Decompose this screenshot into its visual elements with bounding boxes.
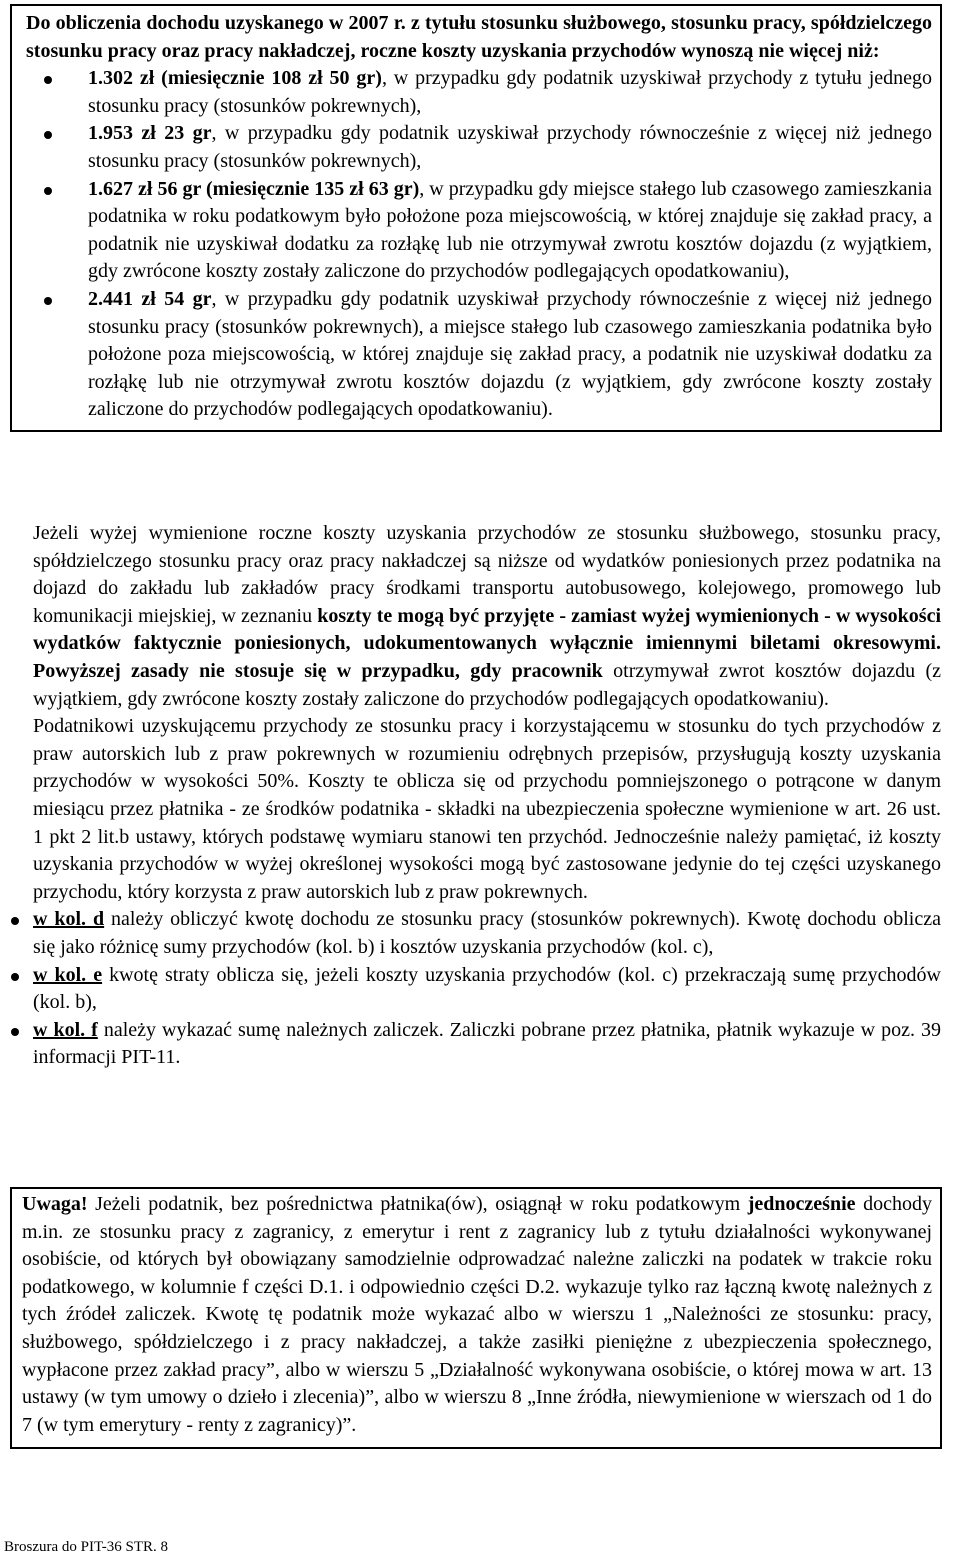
column-label: w kol. d xyxy=(33,908,105,931)
warning-emphasis: jednocześnie xyxy=(747,1193,856,1215)
cost-limit-amount: 1.302 zł (miesięcznie 108 zł 50 gr) xyxy=(88,67,382,90)
cost-limits-intro: Do obliczenia dochodu uzyskanego w 2007 r. z tytułu stosunku służbowego, stosunku pracy, spółdzielczego stosunku pracy oraz pracy nakładczej, roczne koszty uzyskania przychodów wynoszą nie więcej niż: xyxy=(26,12,932,62)
cost-limit-amount: 2.441 zł 54 gr xyxy=(88,287,212,310)
column-label: w kol. e xyxy=(33,963,103,986)
cost-limit-item-4 xyxy=(88,286,932,424)
cost-limit-amount: 1.627 zł 56 gr (miesięcznie 135 zł 63 gr) xyxy=(88,177,420,200)
main-text xyxy=(33,520,941,1072)
commute-costs-paragraph: Jeżeli wyżej wymienione roczne koszty uzyskania przychodów ze stosunku służbowego, stosunku pracy, spółdzielczego stosunku pracy oraz pracy nakładczej są niższe od wydatków poniesionych przez podatnika na dojazd do zakładu lub zakładów pracy środkami transportu autobusowego, kolejowego, promowego lub komunikacji miejskiej, w zeznaniu koszty te mogą być przyjęte - zamiast wyżej wymienionych - w wysokości wydatków faktycznie poniesionych, udokumentowanych wyłącznie imiennymi biletami okresowymi. Powyższej zasady nie stosuje się w przypadku, gdy pracownik otrzymywał zwrot kosztów dojazdu (z wyjątkiem, gdy zwrócone koszty zostały zaliczone do przychodów podlegających opodatkowaniu). xyxy=(33,522,941,710)
cost-limits-list xyxy=(26,65,932,424)
copyright-costs-paragraph: Podatnikowi uzyskującemu przychody ze stosunku pracy i korzystającemu w stosunku do tych przychodów z praw autorskich lub z praw pokrewnych w rozumieniu odrębnych przepisów, przysługują koszty uzyskania przychodów w wysokości 50%. Koszty te oblicza się od przychodu pomniejszonego o potrącone w danym miesiącu przez płatnika - ze środków podatnika - składki na ubezpieczenia społeczne wymienione w art. 26 ust. 1 pkt 2 lit.b ustawy, których podstawę wymiaru stanowi ten przychód. Jednocześnie należy pamiętać, iż koszty uzyskania przychodów w wyżej określonej wysokości mogą być zastosowane jedynie do tej części uzyskanego przychodu, który korzysta z praw autorskich lub z praw pokrewnych. xyxy=(33,715,941,903)
column-e-instruction: w kol. e kwotę straty oblicza się, jeżeli koszty uzyskania przychodów (kol. c) przekraczają sumę przychodów (kol. b), xyxy=(33,962,941,1017)
warning-box: Uwaga! Jeżeli podatnik, bez pośrednictwa płatnika(ów), osiągnął w roku podatkowym jednocześnie dochody m.in. ze stosunku pracy z zagranicy, z emerytur i rent z zagranicy lub z tytułu działalności wykonywanej osobiście, od których był obowiązany samodzielnie odprowadzać należne zaliczki na podatek w trakcie roku podatkowego, w kolumnie f części D.1. i odpowiednio części D.2. wykazuje tylko raz łączną kwotę należnych z tych źródeł zaliczek. Kwotę tę podatnik może wykazać albo w wierszu 1 „Należności ze stosunku: pracy, służbowego, spółdzielczego i z pracy nakładczej, a także zasiłki pieniężne z ubezpieczenia społecznego, wypłacone przez zakład pracy”, albo w wierszu 5 „Działalność wykonywana osobiście, o której mowa w art. 13 ustawy (w tym umowy o dzieło i zlecenia)”, albo w wierszu 8 „Inne źródła, niewymienione w wierszach od 1 do 7 (w tym emerytury - renty z zagranicy)”. xyxy=(10,1187,942,1449)
cost-limits-box xyxy=(10,4,942,432)
cost-limit-desc: , w przypadku gdy miejsce stałego lub czasowego zamieszkania podatnika w roku podatkowym było położone poza miejscowością, w której znajduje się zakład pracy, a podatnik nie uzyskiwał dodatku za rozłąkę lub nie otrzymywał zwrotu kosztów dojazdu (z wyjątkiem, gdy zwrócone koszty zostały zaliczone do przychodów podlegających opodatkowaniu), xyxy=(88,177,932,283)
cost-limit-amount: 1.953 zł 23 gr xyxy=(88,122,212,145)
cost-limit-item-2 xyxy=(88,120,932,175)
cost-limit-desc: , w przypadku gdy podatnik uzyskiwał przychody równocześnie z więcej niż jednego stosunku pracy (stosunków pokrewnych), xyxy=(88,122,933,172)
column-instructions-list xyxy=(33,906,941,1072)
cost-limit-desc: , w przypadku gdy podatnik uzyskiwał przychody z tytułu jednego stosunku pracy (stosunków pokrewnych), xyxy=(88,67,933,117)
column-d-instruction: w kol. d należy obliczyć kwotę dochodu ze stosunku pracy (stosunków pokrewnych). Kwotę dochodu oblicza się jako różnicę sumy przychodów (kol. b) i kosztów uzyskania przychodów (kol. c), xyxy=(33,906,941,961)
cost-limit-item-3 xyxy=(88,176,932,286)
commute-costs-rule: koszty te mogą być przyjęte - zamiast wyżej wymienionych - w wysokości wydatków faktycznie poniesionych, udokumentowanych wyłącznie imiennymi biletami okresowymi. Powyższej zasady nie stosuje się w przypadku, gdy pracownik xyxy=(33,604,941,682)
column-f-instruction: w kol. f należy wykazać sumę należnych zaliczek. Zaliczki pobrane przez płatnika, płatnik wykazuje w poz. 39 informacji PIT-11. xyxy=(33,1017,941,1072)
warning-label: Uwaga! xyxy=(22,1193,88,1215)
cost-limit-desc: , w przypadku gdy podatnik uzyskiwał przychody równocześnie z więcej niż jednego stosunku pracy (stosunków pokrewnych), a miejsce stałego lub czasowego zamieszkania podatnika było położone poza miejscowością, w której znajduje się zakład pracy, a podatnik nie uzyskiwał dodatku za rozłąkę lub nie otrzymywał zwrotu kosztów dojazdu (z wyjątkiem, gdy zwrócone koszty zostały zaliczone do przychodów podlegających opodatkowaniu). xyxy=(88,287,933,421)
page-footer: Broszura do PIT-36 STR. 8 xyxy=(4,1539,169,1555)
cost-limit-item-1 xyxy=(88,65,932,120)
column-label: w kol. f xyxy=(33,1018,98,1041)
